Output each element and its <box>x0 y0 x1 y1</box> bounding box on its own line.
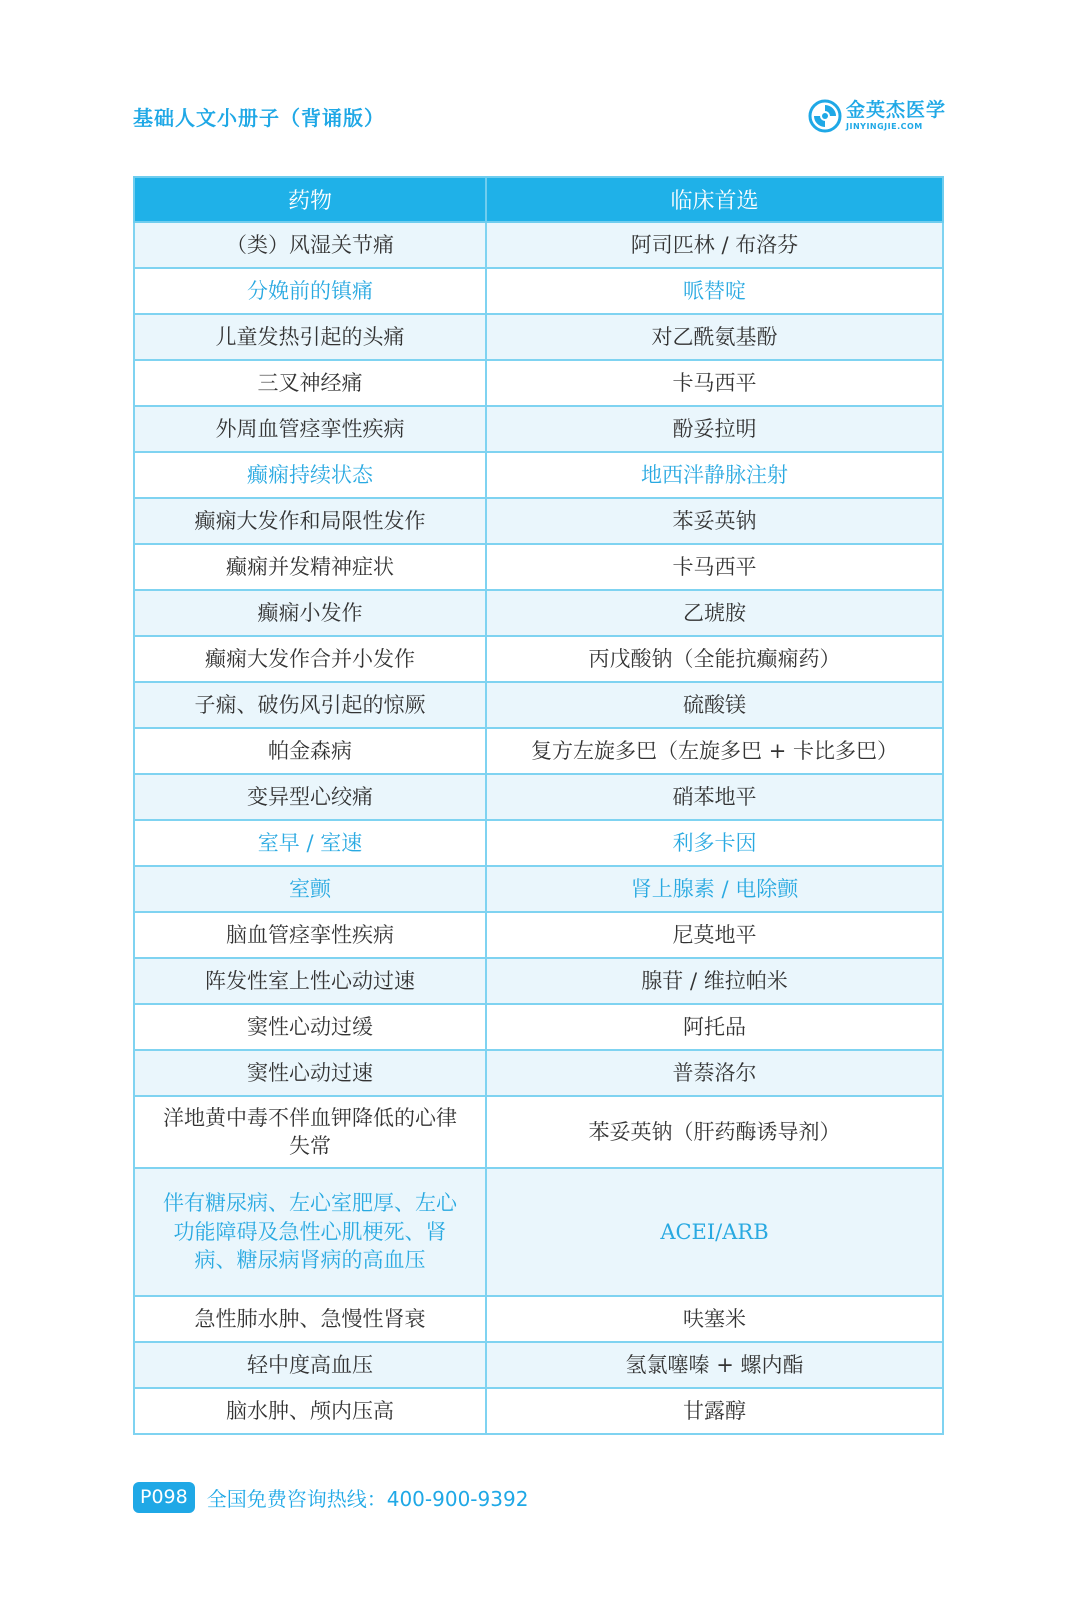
table-cell-condition: 急性肺水肿、急慢性肾衰 <box>134 1296 486 1342</box>
table-row <box>134 268 943 314</box>
table-row <box>134 222 943 268</box>
table-cell-condition: 脑血管痉挛性疾病 <box>134 912 486 958</box>
table-cell-condition: 癫痫持续状态 <box>134 452 486 498</box>
table-cell-drug: 酚妥拉明 <box>486 406 943 452</box>
page-footer <box>133 1482 528 1513</box>
table-cell-condition: 儿童发热引起的头痛 <box>134 314 486 360</box>
table-cell-condition: 癫痫小发作 <box>134 590 486 636</box>
column-header-drug: 药物 <box>134 177 486 222</box>
table-row <box>134 1004 943 1050</box>
table-cell-drug: 哌替啶 <box>486 268 943 314</box>
table-row <box>134 1388 943 1434</box>
brand-logo <box>808 99 946 133</box>
table-cell-condition: 洋地黄中毒不伴血钾降低的心律失常 <box>134 1096 486 1168</box>
table-header-row <box>134 177 943 222</box>
table-row <box>134 820 943 866</box>
table-row <box>134 544 943 590</box>
table-cell-condition: 癫痫并发精神症状 <box>134 544 486 590</box>
table-cell-condition: 三叉神经痛 <box>134 360 486 406</box>
table-cell-condition: 室颤 <box>134 866 486 912</box>
table-cell-drug: 普萘洛尔 <box>486 1050 943 1096</box>
table-row <box>134 452 943 498</box>
table-row <box>134 590 943 636</box>
table-cell-condition: 窦性心动过缓 <box>134 1004 486 1050</box>
table-cell-condition: 室早 / 室速 <box>134 820 486 866</box>
brand-logo-cn: 金英杰医学 <box>846 99 947 121</box>
table-row <box>134 774 943 820</box>
table-cell-condition: 帕金森病 <box>134 728 486 774</box>
column-header-first-choice: 临床首选 <box>486 177 943 222</box>
table-cell-condition: 轻中度高血压 <box>134 1342 486 1388</box>
table-row <box>134 1296 943 1342</box>
table-cell-drug: 呋塞米 <box>486 1296 943 1342</box>
table-cell-drug: 阿司匹林 / 布洛芬 <box>486 222 943 268</box>
table-cell-condition: 癫痫大发作和局限性发作 <box>134 498 486 544</box>
table-row <box>134 866 943 912</box>
table-cell-drug: 地西泮静脉注射 <box>486 452 943 498</box>
table-cell-condition: （类）风湿关节痛 <box>134 222 486 268</box>
table-cell-condition: 脑水肿、颅内压高 <box>134 1388 486 1434</box>
table-cell-drug: 肾上腺素 / 电除颤 <box>486 866 943 912</box>
table-cell-drug: 腺苷 / 维拉帕米 <box>486 958 943 1004</box>
table-row <box>134 1168 943 1296</box>
table-cell-drug: 对乙酰氨基酚 <box>486 314 943 360</box>
brand-logo-icon <box>808 99 842 133</box>
table-cell-drug: 复方左旋多巴（左旋多巴 + 卡比多巴） <box>486 728 943 774</box>
table-row <box>134 682 943 728</box>
table-cell-drug: 苯妥英钠 <box>486 498 943 544</box>
brand-logo-en: JINYINGJIE.COM <box>846 122 923 131</box>
table-cell-drug: 氢氯噻嗪 + 螺内酯 <box>486 1342 943 1388</box>
table-cell-drug: 硝苯地平 <box>486 774 943 820</box>
table-row <box>134 1050 943 1096</box>
table-row <box>134 314 943 360</box>
header-title: 基础人文小册子（背诵版） <box>133 106 385 130</box>
table-cell-drug: 卡马西平 <box>486 360 943 406</box>
table-cell-condition: 伴有糖尿病、左心室肥厚、左心功能障碍及急性心肌梗死、肾病、糖尿病肾病的高血压 <box>134 1168 486 1296</box>
table-cell-drug: 阿托品 <box>486 1004 943 1050</box>
table-cell-condition: 变异型心绞痛 <box>134 774 486 820</box>
table-row <box>134 1342 943 1388</box>
table-cell-drug: 甘露醇 <box>486 1388 943 1434</box>
table-cell-drug: 硫酸镁 <box>486 682 943 728</box>
table-cell-condition: 癫痫大发作合并小发作 <box>134 636 486 682</box>
table-cell-condition: 分娩前的镇痛 <box>134 268 486 314</box>
table-row <box>134 958 943 1004</box>
table-cell-drug: 苯妥英钠（肝药酶诱导剂） <box>486 1096 943 1168</box>
hotline-text: 全国免费咨询热线：400-900-9392 <box>206 1486 529 1511</box>
table-cell-drug: 尼莫地平 <box>486 912 943 958</box>
table-cell-drug: 利多卡因 <box>486 820 943 866</box>
table-row <box>134 360 943 406</box>
table-cell-drug: 卡马西平 <box>486 544 943 590</box>
table-row <box>134 498 943 544</box>
table-cell-condition: 阵发性室上性心动过速 <box>134 958 486 1004</box>
table-cell-condition: 窦性心动过速 <box>134 1050 486 1096</box>
table-row <box>134 636 943 682</box>
page-number-badge: P098 <box>133 1482 195 1513</box>
table-row <box>134 912 943 958</box>
table-cell-drug: ACEI/ARB <box>486 1168 943 1296</box>
table-row <box>134 728 943 774</box>
table-row <box>134 1096 943 1168</box>
table-row <box>134 406 943 452</box>
table-cell-drug: 乙琥胺 <box>486 590 943 636</box>
table-cell-condition: 外周血管痉挛性疾病 <box>134 406 486 452</box>
table-cell-condition: 子痫、破伤风引起的惊厥 <box>134 682 486 728</box>
drug-table <box>133 176 944 1435</box>
table-cell-drug: 丙戊酸钠（全能抗癫痫药） <box>486 636 943 682</box>
